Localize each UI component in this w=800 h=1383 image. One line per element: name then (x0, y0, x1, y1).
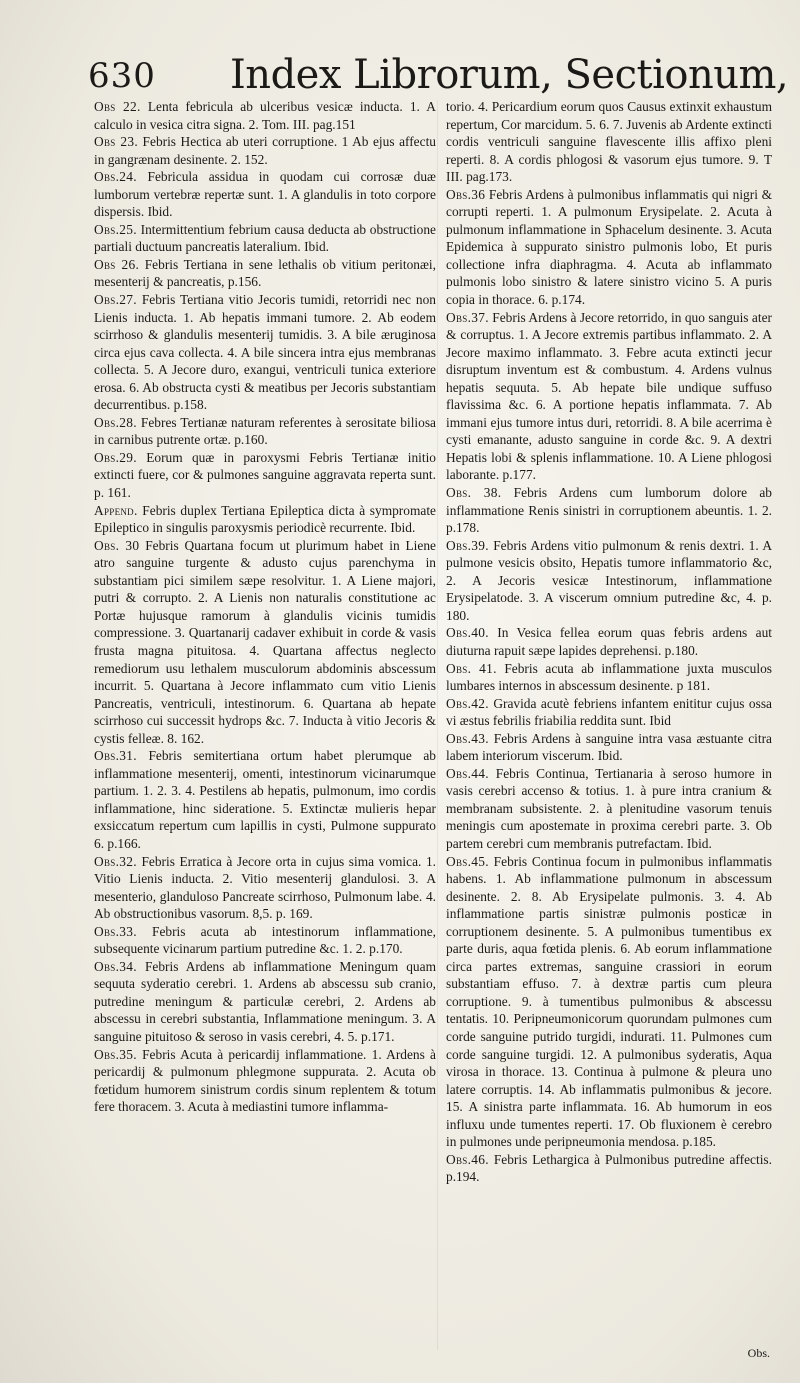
entry-text: Febris Ardens à sanguine intra vasa æstuante citra labem interiorum viscerum. Ibid. (446, 730, 772, 764)
entry-text: Febres Tertianæ naturam referentes à serositate biliosa in carnibus putrente ortæ. p.160. (94, 414, 436, 448)
entry-label: Obs.28. (94, 414, 137, 430)
index-entry (94, 98, 436, 133)
entry-label: Obs 22. (94, 99, 141, 114)
index-entry (446, 484, 772, 537)
entry-text: Febris duplex Tertiana Epileptica dicta à sympromate Epileptico in singulis paroxysmis periodicè recurrente. Ibid. (94, 502, 436, 536)
index-entry (94, 1046, 436, 1116)
index-entry (446, 537, 772, 625)
entry-text: Lenta febricula ab ulceribus vesicæ inducta. 1. A calculo in vesica citra signa. 2. Tom. III. pag.151 (94, 99, 436, 132)
index-entry (94, 221, 436, 256)
index-entry (94, 291, 436, 414)
index-entry (446, 695, 772, 730)
index-entry (94, 958, 436, 1046)
entry-text: Febris Ardens ab inflammatione Meningum quam sequuta syderatio cerebri. 1. Ardens ab abscessu sub cranio, putredine meningum & particulæ cerebri, 2. Ardens ab abscessu in cerebri substantia, Inflammatione meningum. 3. A sanguine pituitoso & seroso in vasis cerebri, 4. 5. p.171. (94, 958, 436, 1044)
entry-text: Febris Ardens à pulmonibus inflammatis qui nigri & corrupti reperti. 1. A pulmonum Erysipelate. 2. Acuta à pulmonum inflammatione in Sphacelum desinente. 3. Acuta Epidemica à suppurato sinistro pulmonis lobo, Et puris collectione infra diaphragma. 4. Acuta ab inflammato pulmonis lobo sinistro & latere sinistro vicino 5. A puris copia in thorace. 6. p.174. (446, 186, 772, 308)
index-entry (446, 624, 772, 659)
entry-text: Febris Acuta à pericardij inflammatione. 1. Ardens à pericardij & pulmonum phlegmone suppurata. 2. Acuta ob fœtidum humorem sinistrum cordis sinum replentem & totum fere thoracem. 3. Acuta à mediastini tumore inflamma- (94, 1046, 436, 1115)
index-entry (94, 414, 436, 449)
entry-label: Obs.46. (446, 1151, 489, 1167)
entry-label: Obs.31. (94, 748, 137, 764)
entry-text: Febris Continua, Tertianaria à seroso humore in vasis cerebri accenso & totius. 1. à pure intra cranium & membranam subsistente. 2. à plenitudine vasorum tenuis meningis cum apostemate in proxima cerebri parte. 3. Ob partem cerebri cum membranis putrefactam. Ibid. (446, 765, 772, 851)
entry-label: Obs.27. (94, 292, 137, 308)
entry-label: Obs.34. (94, 958, 137, 974)
entry-label: Obs.32. (94, 853, 137, 869)
index-entry (94, 449, 436, 502)
entry-label: Obs 23. (94, 134, 139, 150)
entry-text: Febris Lethargica à Pulmonibus putredine affectis. p.194. (446, 1151, 772, 1185)
entry-label: Obs. 41. (446, 660, 497, 676)
entry-text: Febris semitertiana ortum habet plerumque ab inflammatione mesenterij, omenti, intestinorum vicinarumque partium. 1. 2. 3. 4. Pestilens ab hepatis, pulmonum, imo cordis inflammatione, hinc sideratione. 5. Extinctæ mulieris hepar exsiccatum repertum cum lapillis in cysti, Pulmone suppurato 6. p.166. (94, 748, 436, 851)
catchword: Obs. (747, 1346, 770, 1360)
entry-text: Febris Hectica ab uteri corruptione. 1 Ab ejus affectu in gangrænam desinente. 2. 152. (94, 134, 436, 167)
right-column (446, 98, 772, 1186)
index-entry (94, 256, 436, 291)
entry-label: Obs.29. (94, 449, 137, 465)
entry-label: Obs.33. (94, 923, 137, 939)
index-entry (446, 98, 772, 186)
index-entry (94, 747, 436, 852)
entry-label: Obs.42. (446, 695, 489, 711)
entry-label: Obs.39. (446, 537, 489, 553)
entry-text: In Vesica fellea eorum quas febris ardens aut diuturna rapuit sæpe lapides deprehensi. p.180. (446, 625, 772, 658)
entry-text: Eorum quæ in paroxysmi Febris Tertianæ initio extincti fuere, cor & pulmones sanguine aggravata reperta sunt. p. 161. (94, 449, 436, 501)
entry-text: Febris Ardens à Jecore retorrido, in quo sanguis ater & corruptus. 1. A Jecore extremis partibus inflammato. 2. A Jecore maximo inflammato. 3. Febre acuta extincti jecur disruptum inventum est & combustum. 4. Ardens vulnus hepatis sequuta. 5. Ab hepate bile undique suffuso flavissima &c. 6. A portione hepatis inflammata. 7. Ab immani ejus tumore intus duri, retorridi. 8. A bile acerrima è cysti emanante, adusto sanguine in corde &c. 9. A dextri Hepatis lobi & splenis inflammatione. 10. A Liene phlogosi laborante. p.177. (446, 309, 772, 483)
entry-label: Obs.40. (446, 625, 489, 641)
left-column (94, 98, 436, 1116)
index-entry (94, 853, 436, 923)
entry-text: Intermittentium febrium causa deducta ab obstructione partiali ductuum pancreatis lateralium. Ibid. (94, 221, 436, 255)
entry-label: Obs. 30 (94, 537, 140, 553)
entry-label: Obs.45. (446, 853, 489, 869)
entry-label: Obs.44. (446, 765, 489, 781)
entry-text: Febris Quartana focum ut plurimum habet in Liene atro sanguine turgente & adusto cujus parenchyma in substantiam pici similem sæpe resolvitur. 1. A Liene majori, putri & corrupto. 2. A Lienis non naturalis constitutione ac Portæ hujusque ramorum à glandulis vicinis tumidis compressione. 3. Quartanarij cadaver exhibuit in corde & vasis frusta magna pituitosa. 4. Quartana affectus neglecto remediorum usu lethalem musculorum abdominis abscessum incurrit. 5. Quartana à Jecore inflammato cum vitio Lienis Pancreatis, ventriculi, intestinorum. 6. Quartana ab hepate scirrhoso cui successit hydrops &c. 7. Inducta à vitio Jecoris & cystis felleæ. 8. 162. (94, 537, 436, 746)
index-entry (94, 537, 436, 748)
entry-label: Obs.24. (94, 169, 137, 185)
entry-text: Febris Tertiana vitio Jecoris tumidi, retorridi nec non Lienis inducta. 1. Ab hepatis immani tumore. 2. Ab eodem scirrhoso & glandulis mesenterij tumidis. 3. A bile æruginosa circa ejus cava collecta. 4. A bile sincera intra ejus membranas collecta. 5. A Jecore duro, exangui, ventriculi tunica exteriore erosa. 6. Ab obstructa cysti & meatibus per Jecoris substantiam decurrentibus. p.158. (94, 292, 436, 413)
index-entry (446, 730, 772, 765)
entry-label: Obs.36 (446, 186, 486, 202)
entry-text: torio. 4. Pericardium eorum quos Causus extinxit exhaustum repertum, Cor marcidum. 5. 6. 7. Juvenis ab Ardente extincti cordis ventriculi sanguine flavescente illis affixo pleni reperti. 8. A cordis phlogosi & vasorum ejus tumore. 9. T III. pag.173. (446, 99, 772, 185)
index-entry (446, 186, 772, 309)
entry-text: Gravida acutè febriens infantem enititur cujus ossa vi æstus febrilis friabilia reddita sunt. Ibid (446, 695, 772, 729)
entry-text: Febris Tertiana in sene lethalis ob vitium peritonæi, mesenterij & pancreatis, p.156. (94, 256, 436, 290)
index-entry (94, 168, 436, 221)
index-entry (446, 660, 772, 695)
entry-text: Febris Continua focum in pulmonibus inflammatis habens. 1. Ab inflammatione pulmonum in abscessum desinente. 2. 8. Ab Erysipelate pulmonis. 3. 4. Ab inflammatione partis sinistræ pulmonis posticæ in corruptionem desinente. 5. A pulmonibus tumentibus ex parte duris, aqua fœtida plenis. 6. Ab eorum inflammatione circa partes extremas, sanguine crassiori in eorum substantiam effuso. 7. à dextræ partis cum pleura corruptione. 9. à tumentibus pulmonibus & abscessu tentatis. 10. Peripneumonicorum quorundam pulmones cum corde sanguine putrido turgidi, indurati. 11. Pulmones cum corde sanguine turgidi. 12. A pulmonibus syderatis, Aqua virosa in thorace. 13. Continua à pulmone & pleura uno latere corruptis. 14. Ab inflammatis pulmonibus & jecore. 15. A sinistra parte inflammata. 16. Ab humorum in eos influxu unde tumentes reperti. 17. Ob fluxionem è cerebro in pulmones unde peripneumonia mendosa. p.185. (446, 853, 772, 1150)
index-entry (94, 133, 436, 168)
index-entry (94, 502, 436, 537)
entry-label: Obs. 38. (446, 485, 502, 501)
entry-label: Obs.35. (94, 1046, 137, 1062)
entry-text: Febris Erratica à Jecore orta in cujus sima vomica. 1. Vitio Lienis inducta. 2. Vitio mesenterij glandulosi. 3. A mesenterio, glanduloso Pancreate scirrhoso, Pulmonum labe. 4. Ab obstructionibus vasorum. 8,5. p. 169. (94, 853, 436, 922)
index-entry (446, 765, 772, 853)
entry-text: Febris Ardens vitio pulmonum & renis dextri. 1. A pulmone vesicis obsito, Hepatis tumore inflammatorio &c, 2. A Jecoris vesicæ Intestinorum, inflammatione Erysipelatode. 3. A viscerum omnium putredine &c, 4. p. 180. (446, 537, 772, 623)
running-title: Index Librorum, Sectionum, (230, 52, 789, 98)
index-entry (446, 1151, 772, 1186)
entry-label: Obs 26. (94, 256, 140, 272)
page-number: 630 (88, 56, 156, 96)
entry-label: Obs.37. (446, 309, 489, 325)
index-entry (446, 853, 772, 1151)
entry-label: Obs.43. (446, 730, 489, 746)
column-gutter (437, 100, 438, 1350)
entry-text: Febris acuta ab intestinorum inflammatione, subsequente vicinarum partium putredine &c. 1. 2. p.170. (94, 923, 436, 957)
page-header (0, 50, 800, 100)
entry-text: Febris acuta ab inflammatione juxta musculos lumbares internos in abscessum desinente. p 181. (446, 660, 772, 694)
index-entry (446, 309, 772, 484)
entry-label: Append. (94, 502, 138, 518)
entry-label: Obs.25. (94, 221, 137, 237)
entry-text: Febricula assidua in quodam cui corrosæ duæ lumborum vertebræ repertæ sunt. 1. A glandulis in toto corpore dispersis. Ibid. (94, 169, 436, 220)
entry-text: Febris Ardens cum lumborum dolore ab inflammatione Renis sinistri in corruptionem abeuntis. 1. 2. p.178. (446, 485, 772, 536)
index-entry (94, 923, 436, 958)
